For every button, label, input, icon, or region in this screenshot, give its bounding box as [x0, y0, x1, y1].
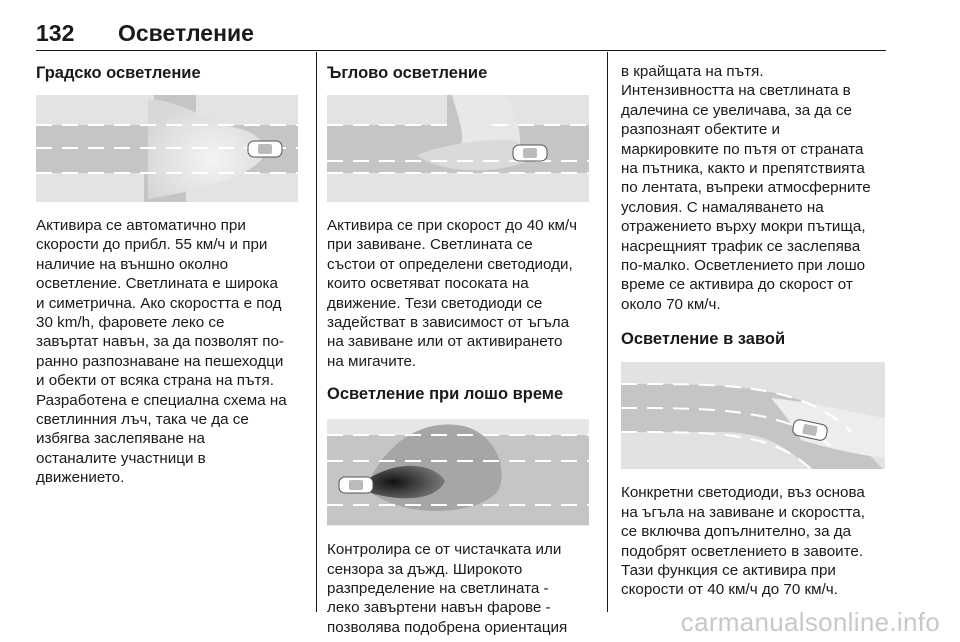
- bad-weather-light-illustration: [327, 419, 589, 526]
- page-title: Осветление: [118, 20, 254, 46]
- city-light-illustration: [36, 95, 298, 202]
- watermark: carmanualsonline.info: [680, 607, 940, 637]
- car-icon: [339, 477, 373, 493]
- column-divider: [316, 52, 317, 612]
- column-2: [327, 62, 599, 637]
- car-icon: [248, 141, 282, 157]
- section-heading-city-light: Градско осветление: [36, 64, 201, 82]
- corner-light-text: Активира се при скорост до 40 км/ч при завиване. Светлината се състои от определени светодиоди, които осветяват посоката на движение. Тези светодиоди се задействат в зависимост от ъгъла на завиване или от активирането на мигачите.: [327, 217, 578, 370]
- section-heading-corner-light: Ъглово осветление: [327, 64, 488, 82]
- column-3: [621, 62, 891, 600]
- page-header: [36, 14, 886, 51]
- curve-light-illustration: [621, 362, 885, 469]
- bad-weather-text: Контролира се от чистачката или сензора за дъжд. Широкото разпределение на светлината - леко завъртени навън фарове - позволява подобрена ориентация: [327, 541, 568, 636]
- section-heading-bad-weather: Осветление при лошо време: [327, 385, 564, 404]
- city-light-text: Активира се автоматично при скорости до прибл. 55 км/ч и при наличие на външно околно осветление. Светлината е широка и симетрична. Ако скоростта е под 30 km/h, фаровете леко се завъртат навън, за да позволят по- ранно разпознаване на пешеходци и обекти от всяка страна на пътя. Разработена е специална схема на светлинния лъч, така че да се избягва заслепяване на останалите участници в движението.: [36, 217, 287, 487]
- section-heading-curve-light: Осветление в завой: [621, 330, 786, 349]
- column-1: [36, 62, 308, 488]
- bad-weather-text-continued: в крайщата на пътя. Интензивността на светлината в далечина се увеличава, за да се разпознаят обектите и маркировките по пътя от страната на пътника, както и препятствията по лентата, въпреки атмосферните условия. С намаляването на отражението върху мокри пътища, насрещният трафик се заслепява по-малко. Осветлението при лошо време се активира до скорост от около 70 км/ч.: [621, 63, 871, 313]
- curve-light-text: Конкретни светодиоди, въз основа на ъгъла на завиване и скоростта, се включва допълнително, за да подобрят осветлението в завоите. Тази функция се активира при скорости от 40 км/ч до 70 км/ч.: [621, 484, 865, 599]
- car-icon: [513, 145, 547, 161]
- column-divider: [607, 52, 608, 612]
- page-number: 132: [36, 20, 75, 46]
- corner-light-illustration: [327, 95, 589, 202]
